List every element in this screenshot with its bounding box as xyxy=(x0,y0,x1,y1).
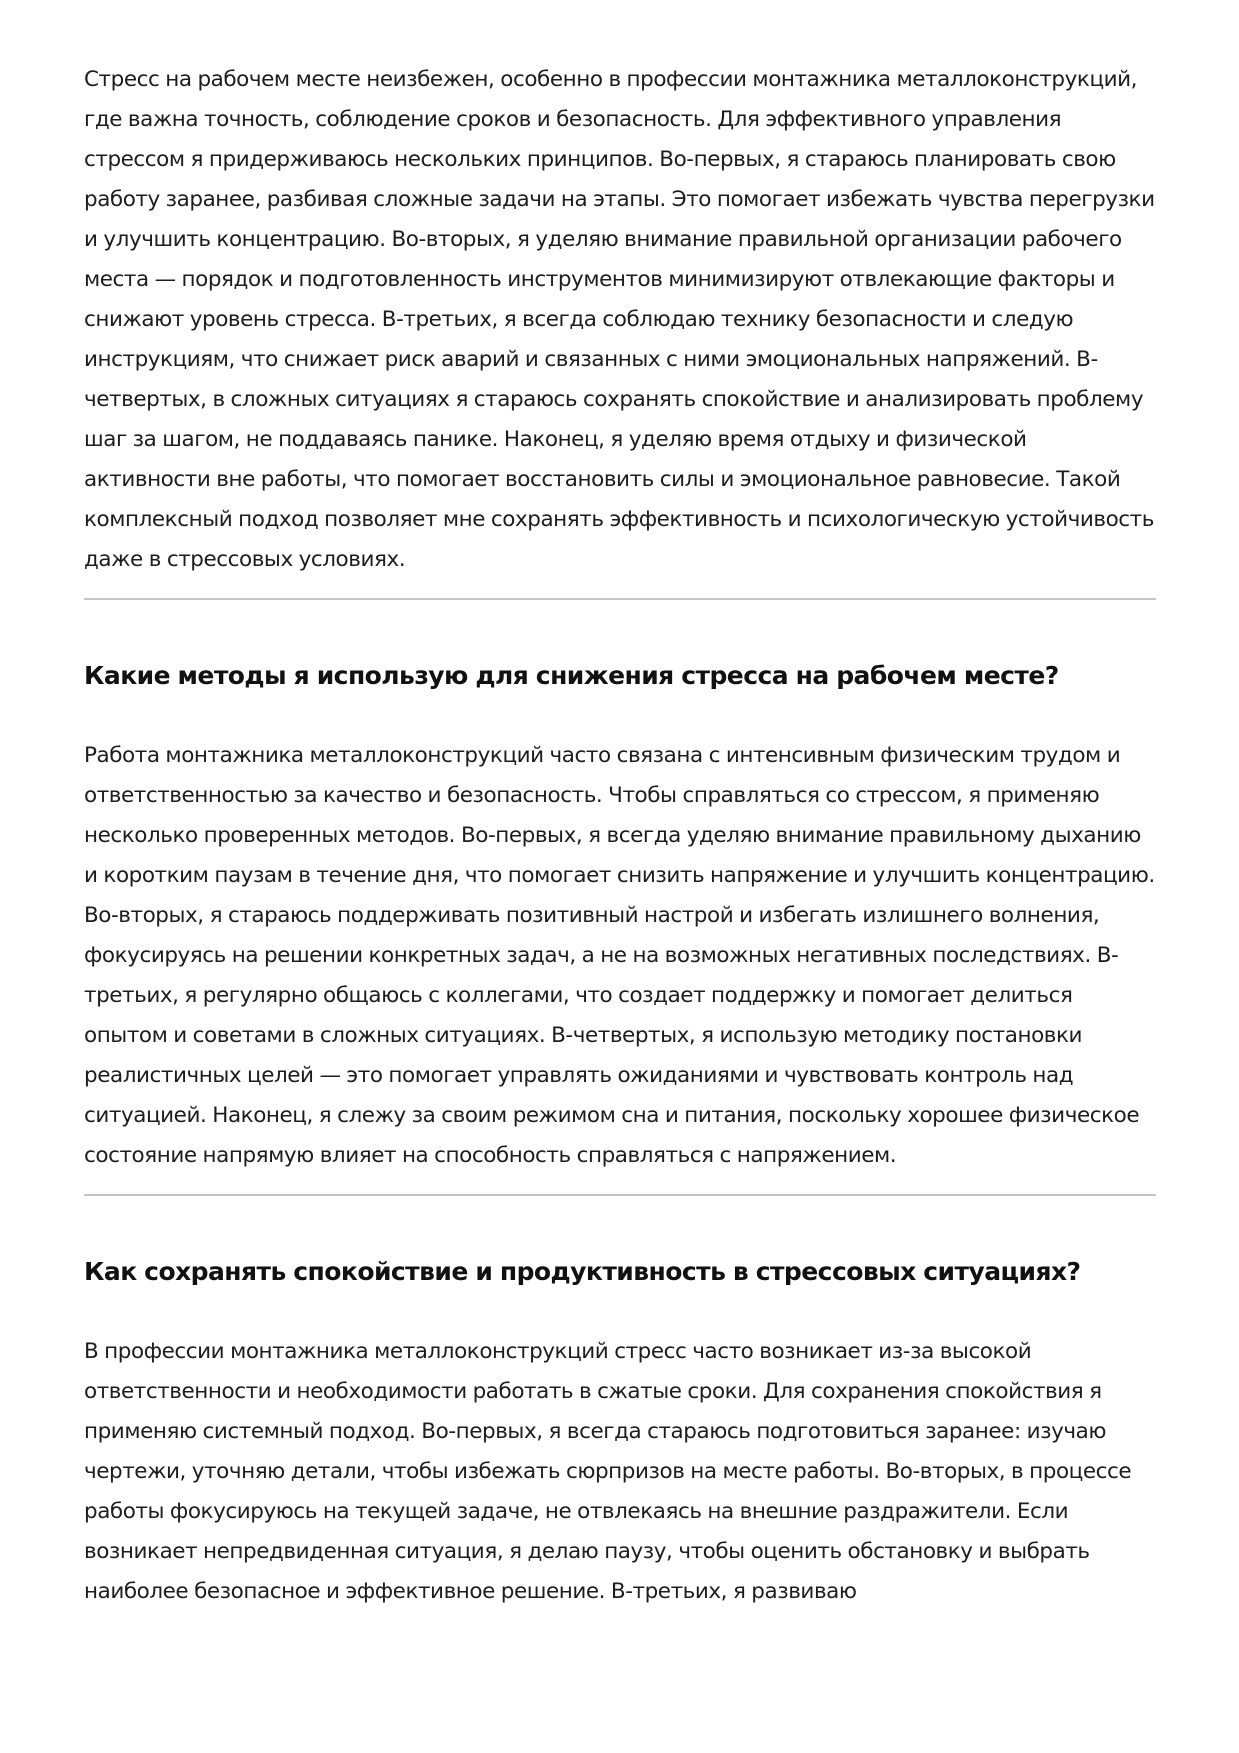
document-page xyxy=(84,60,1156,1612)
section-heading-stress-reduction-methods: Какие методы я использую для снижения стресса на рабочем месте? xyxy=(84,661,1059,690)
paragraph-stress-reduction-methods: Работа монтажника металлоконструкций часто связана с интенсивным физическим трудом и ответственностью за качество и безопасность. Чтобы справляться со стрессом, я применяю несколько проверенных методов. Во-первых, я всегда уделяю внимание правильному дыханию и коротким паузам в течение дня, что помогает снизить напряжение и улучшить концентрацию. Во-вторых, я стараюсь поддерживать позитивный настрой и избегать излишнего волнения, фокусируясь на решении конкретных задач, а не на возможных негативных последствиях. В-третьих, я регулярно общаюсь с коллегами, что создает поддержку и помогает делиться опытом и советами в сложных ситуациях. В-четвертых, я использую методику постановки реалистичных целей — это помогает управлять ожиданиями и чувствовать контроль над ситуацией. Наконец, я слежу за своим режимом сна и питания, поскольку хорошее физическое состояние напрямую влияет на способность справляться с напряжением. xyxy=(84,743,1155,1168)
paragraph-stress-management: Стресс на рабочем месте неизбежен, особенно в профессии монтажника металлоконструкций, где важна точность, соблюдение сроков и безопасность. Для эффективного управления стрессом я придерживаюсь нескольких принципов. Во-первых, я стараюсь планировать свою работу заранее, разбивая сложные задачи на этапы. Это помогает избежать чувства перегрузки и улучшить концентрацию. Во-вторых, я уделяю внимание правильной организации рабочего места — порядок и подготовленность инструментов минимизируют отвлекающие факторы и снижают уровень стресса. В-третьих, я всегда соблюдаю технику безопасности и следую инструкциям, что снижает риск аварий и связанных с ними эмоциональных напряжений. В-четвертых, в сложных ситуациях я стараюсь сохранять спокойствие и анализировать проблему шаг за шагом, не поддаваясь панике. Наконец, я уделяю время отдыху и физической активности вне работы, что помогает восстановить силы и эмоциональное равновесие. Такой комплексный подход позволяет мне сохранять эффективность и психологическую устойчивость даже в стрессовых условиях. xyxy=(84,67,1155,572)
section-divider xyxy=(84,598,1156,600)
paragraph-calm-productivity: В профессии монтажника металлоконструкций стресс часто возникает из-за высокой ответственности и необходимости работать в сжатые сроки. Для сохранения спокойствия я применяю системный подход. Во-первых, я всегда стараюсь подготовиться заранее: изучаю чертежи, уточняю детали, чтобы избежать сюрпризов на месте работы. Во-вторых, в процессе работы фокусируюсь на текущей задаче, не отвлекаясь на внешние раздражители. Если возникает непредвиденная ситуация, я делаю паузу, чтобы оценить обстановку и выбрать наиболее безопасное и эффективное решение. В-третьих, я развиваю xyxy=(84,1339,1132,1604)
section-divider xyxy=(84,1194,1156,1196)
section-heading-calm-productivity: Как сохранять спокойствие и продуктивность в стрессовых ситуациях? xyxy=(84,1257,1081,1286)
